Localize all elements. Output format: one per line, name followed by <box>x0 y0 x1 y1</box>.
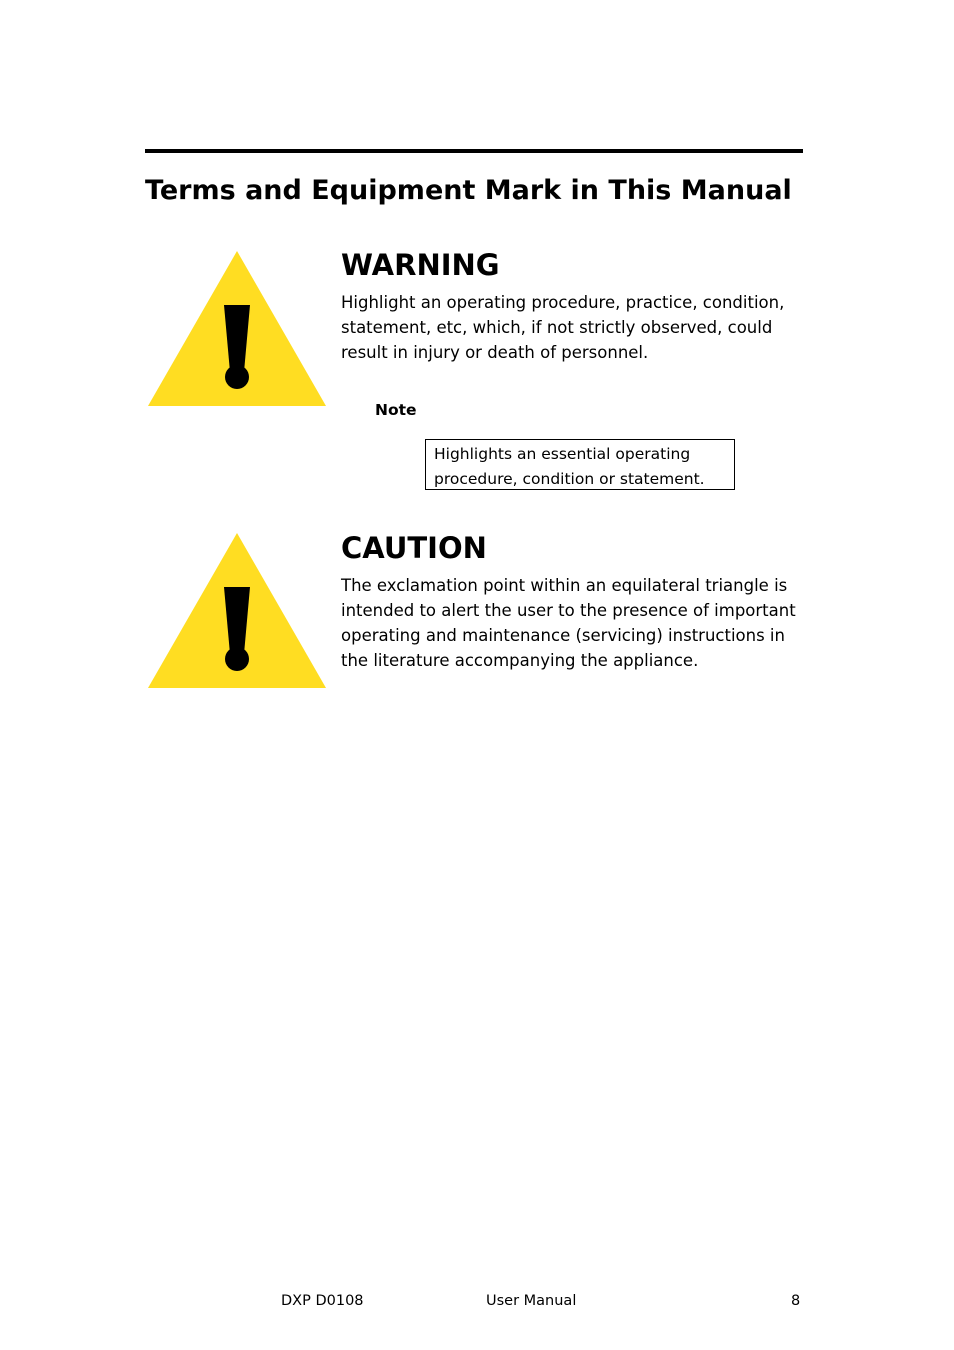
warning-heading: WARNING <box>341 248 500 282</box>
caution-text: The exclamation point within an equilateral triangle is intended to alert the user to the presence of important operating and maintenance (servicing) instructions in the literature accompanying the appliance. <box>341 576 796 670</box>
footer-page-number: 8 <box>791 1293 801 1309</box>
page-title: Terms and Equipment Mark in This Manual <box>145 175 792 206</box>
warning-triangle-icon <box>146 250 328 408</box>
warning-text: Highlight an operating procedure, practice, condition, statement, etc, which, if not strictly observed, could result in injury or death of personnel. <box>341 293 785 362</box>
note-box: Highlights an essential operating procedure, condition or statement. <box>425 439 735 490</box>
caution-heading: CAUTION <box>341 531 487 565</box>
footer-model: DXP D0108 <box>281 1293 364 1309</box>
header-rule <box>145 149 803 153</box>
footer-doc-type: User Manual <box>486 1293 577 1309</box>
caution-triangle-icon <box>146 532 328 690</box>
note-label: Note <box>375 401 417 419</box>
